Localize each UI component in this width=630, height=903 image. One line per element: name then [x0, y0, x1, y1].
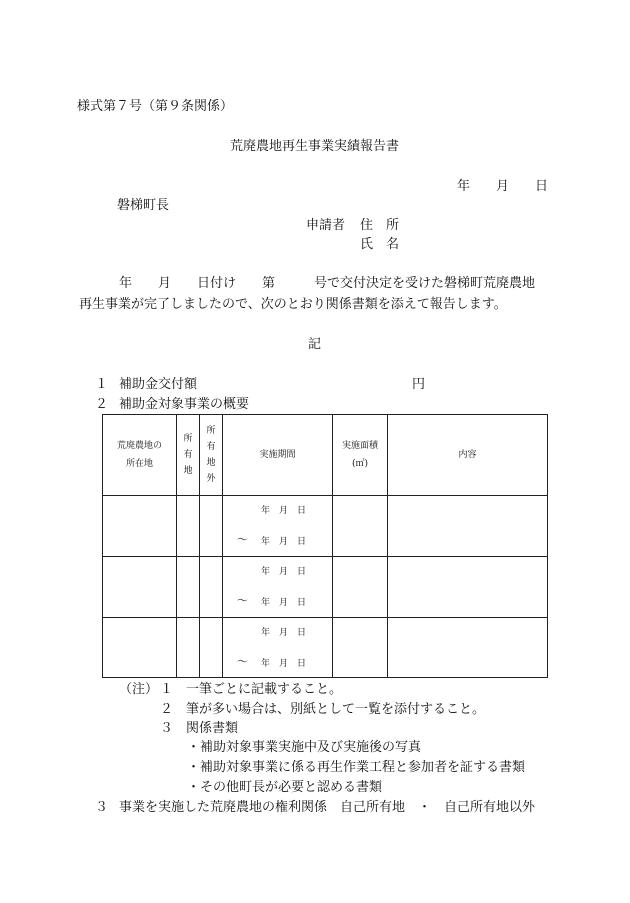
- project-summary-table: [102, 414, 548, 678]
- ki-heading: 記: [308, 337, 322, 352]
- applicant-address-label: 住 所: [360, 218, 400, 233]
- item2-number: ２: [95, 397, 109, 412]
- applicant-label: 申請者: [306, 218, 346, 233]
- note-3-bullet-1: ・補助対象事業実施中及び実施後の写真: [187, 740, 422, 755]
- form-number: 様式第７号（第９条関係）: [77, 99, 234, 114]
- table-row: [103, 618, 548, 678]
- note-3-bullet-2: ・補助対象事業に係る再生作業工程と参加者を証する書類: [187, 760, 526, 775]
- content-cell[interactable]: [388, 496, 548, 557]
- content-cell[interactable]: [388, 557, 548, 618]
- item1-number: １: [95, 377, 109, 392]
- owned-cell[interactable]: [177, 557, 200, 618]
- period-tilde: ～: [237, 533, 248, 546]
- period-start-date: 年 月 日: [261, 567, 307, 577]
- item2-label: 補助金対象事業の概要: [119, 397, 250, 412]
- period-tilde: ～: [237, 594, 248, 607]
- body-line-1: 年 月 日付け 第 号で交付決定を受けた磐梯町荒廃農地: [119, 276, 536, 291]
- period-tilde: ～: [237, 655, 248, 668]
- notes-prefix: （注）: [119, 682, 159, 697]
- period-end-date: 年 月 日: [261, 659, 307, 669]
- owned-cell[interactable]: [177, 618, 200, 678]
- applicant-name-label: 氏 名: [360, 237, 400, 252]
- header-content: 内容: [388, 415, 548, 496]
- area-cell[interactable]: [333, 618, 388, 678]
- period-cell[interactable]: [223, 557, 333, 618]
- header-location: 荒廃農地の 所在地: [103, 415, 177, 496]
- content-cell[interactable]: [388, 618, 548, 678]
- area-cell[interactable]: [333, 496, 388, 557]
- note-1: １ 一筆ごとに記載すること。: [160, 682, 343, 697]
- owned-cell[interactable]: [177, 496, 200, 557]
- item1-unit: 円: [412, 377, 426, 392]
- header-owned-land: 所 有 地: [177, 415, 200, 496]
- table-row: [103, 557, 548, 618]
- body-line-2: 再生事業が完了しましたので、次のとおり関係書類を添えて報告します。: [79, 297, 507, 312]
- document-title: 荒廃農地再生事業実績報告書: [230, 139, 400, 154]
- note-3-bullet-3: ・その他町長が必要と認める書類: [187, 780, 383, 795]
- period-end-date: 年 月 日: [261, 598, 307, 608]
- period-start-date: 年 月 日: [261, 506, 307, 516]
- header-area: 実施面積 (㎡): [333, 415, 388, 496]
- addressee: 磐梯町長: [117, 198, 170, 213]
- note-2: ２ 筆が多い場合は、別紙として一覧を添付すること。: [160, 702, 486, 717]
- table-row: [103, 496, 548, 557]
- item1-label: 補助金交付額: [119, 377, 198, 392]
- non-owned-cell[interactable]: [200, 557, 223, 618]
- period-cell[interactable]: [223, 496, 333, 557]
- header-period: 実施期間: [223, 415, 333, 496]
- period-end-date: 年 月 日: [261, 537, 307, 547]
- item3-number: ３: [95, 800, 109, 815]
- period-start-date: 年 月 日: [261, 628, 307, 638]
- header-non-owned-land: 所 有 地 外: [200, 415, 223, 496]
- non-owned-cell[interactable]: [200, 496, 223, 557]
- location-cell[interactable]: [103, 618, 177, 678]
- location-cell[interactable]: [103, 496, 177, 557]
- date-line: 年 月 日: [457, 179, 549, 194]
- note-3: ３ 関係書類: [160, 721, 239, 736]
- location-cell[interactable]: [103, 557, 177, 618]
- non-owned-cell[interactable]: [200, 618, 223, 678]
- area-cell[interactable]: [333, 557, 388, 618]
- period-cell[interactable]: [223, 618, 333, 678]
- item3-text: 事業を実施した荒廃農地の権利関係 自己所有地 ・ 自己所有地以外: [119, 800, 536, 815]
- table-header-row: [103, 415, 548, 496]
